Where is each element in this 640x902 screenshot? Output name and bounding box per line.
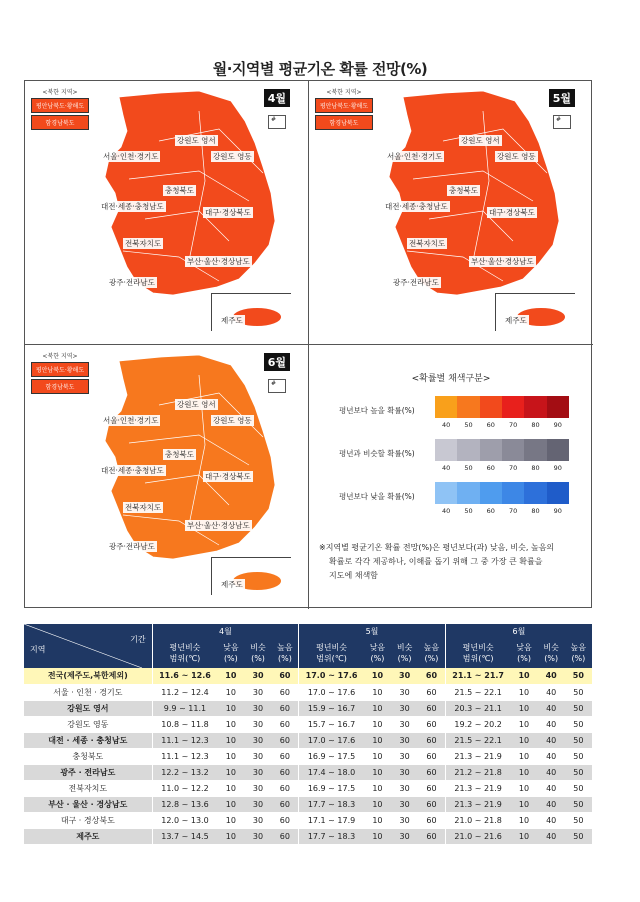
- cell-value: 10: [364, 828, 391, 844]
- map-april: [25, 81, 309, 345]
- cell-value: 21.3 ~ 21.9: [445, 748, 510, 764]
- cell-value: 60: [272, 748, 299, 764]
- col-low-header: 낮음 (%): [364, 638, 391, 668]
- table-row: [24, 716, 592, 732]
- table-row: [24, 668, 592, 684]
- cell-value: 17.7 ~ 18.3: [299, 828, 364, 844]
- legend-tick: 60: [486, 421, 495, 429]
- region-label-jeonbuk: 전북자치도: [125, 503, 162, 512]
- cell-value: 12.2 ~ 13.2: [152, 764, 217, 780]
- col-range-header: 평년비슷 범위(℃): [152, 638, 217, 668]
- north-korea-legend: [315, 87, 373, 132]
- cell-value: 60: [418, 732, 445, 748]
- cell-value: 21.0 ~ 21.8: [445, 812, 510, 828]
- cell-value: 10: [364, 716, 391, 732]
- cell-value: 10: [364, 764, 391, 780]
- legend-swatch: [547, 482, 569, 504]
- north-legend-header: <북한 지역>: [326, 89, 362, 96]
- cell-value: 21.2 ~ 21.8: [445, 764, 510, 780]
- inset-box: #: [268, 379, 286, 393]
- cell-value: 17.0 ~ 17.6: [299, 668, 364, 684]
- cell-value: 30: [391, 812, 418, 828]
- table-row: [24, 796, 592, 812]
- legend-tick: 60: [486, 464, 495, 472]
- table-row: [24, 732, 592, 748]
- cell-value: 11.1 ~ 12.3: [152, 732, 217, 748]
- cell-value: 10: [510, 748, 537, 764]
- col-high-header: 높음 (%): [565, 638, 592, 668]
- cell-value: 10: [510, 812, 537, 828]
- cell-value: 12.8 ~ 13.6: [152, 796, 217, 812]
- legend-tick: 90: [553, 421, 562, 429]
- cell-value: 10: [217, 668, 244, 684]
- cell-value: 40: [538, 668, 565, 684]
- region-label-seoul: 서울·인천·경기도: [387, 152, 443, 161]
- cell-value: 30: [244, 828, 271, 844]
- table-row: [24, 812, 592, 828]
- north-legend-tag-hamgyong: 함경남북도: [31, 379, 89, 394]
- cell-value: 30: [244, 716, 271, 732]
- legend-swatches-low: [435, 482, 569, 504]
- table-body: [24, 668, 592, 844]
- cell-value: 60: [418, 668, 445, 684]
- legend-swatch: [480, 396, 502, 418]
- map-month-label: 6월: [264, 353, 290, 371]
- cell-value: 40: [538, 780, 565, 796]
- col-similar-header: 비슷 (%): [538, 638, 565, 668]
- cell-value: 30: [391, 764, 418, 780]
- cell-value: 30: [244, 780, 271, 796]
- legend-label-high: 평년보다 높을 확률(%): [339, 406, 415, 415]
- color-legend-panel: [309, 345, 593, 609]
- col-low-header: 낮음 (%): [217, 638, 244, 668]
- region-label-seoul: 서울·인천·경기도: [103, 152, 159, 161]
- cell-value: 10: [217, 748, 244, 764]
- region-label-busan: 부산·울산·경상남도: [187, 521, 250, 530]
- cell-value: 11.1 ~ 12.3: [152, 748, 217, 764]
- cell-value: 17.0 ~ 17.6: [299, 684, 364, 700]
- cell-value: 10: [217, 700, 244, 716]
- cell-value: 10: [510, 668, 537, 684]
- col-similar-header: 비슷 (%): [391, 638, 418, 668]
- cell-region: 제주도: [24, 828, 152, 844]
- cell-value: 50: [565, 668, 592, 684]
- cell-value: 40: [538, 828, 565, 844]
- cell-value: 40: [538, 796, 565, 812]
- region-label-daejeon: 대전·세종·충청남도: [101, 202, 164, 211]
- cell-value: 10: [510, 764, 537, 780]
- cell-value: 30: [391, 668, 418, 684]
- cell-value: 10: [364, 732, 391, 748]
- north-korea-legend: [31, 87, 89, 132]
- cell-value: 10: [510, 700, 537, 716]
- cell-region: 대구 · 경상북도: [24, 812, 152, 828]
- region-label-jeonbuk: 전북자치도: [409, 239, 446, 248]
- cell-value: 17.4 ~ 18.0: [299, 764, 364, 780]
- legend-swatch: [457, 482, 479, 504]
- north-legend-header: <북한 지역>: [42, 353, 78, 360]
- col-high-header: 높음 (%): [272, 638, 299, 668]
- legend-tick: 70: [509, 507, 518, 515]
- legend-tick: 50: [464, 464, 473, 472]
- region-label-gangwon-east: 강원도 영동: [213, 416, 252, 425]
- legend-swatch: [457, 396, 479, 418]
- cell-value: 10: [510, 796, 537, 812]
- legend-tick: 40: [442, 464, 451, 472]
- legend-swatch: [547, 396, 569, 418]
- cell-value: 10: [364, 748, 391, 764]
- table-row: [24, 828, 592, 844]
- legend-note: [319, 541, 583, 583]
- legend-tick: 40: [442, 507, 451, 515]
- inset-box: #: [268, 115, 286, 129]
- cell-value: 30: [244, 732, 271, 748]
- cell-region: 광주 · 전라남도: [24, 764, 152, 780]
- region-label-daejeon: 대전·세종·충청남도: [385, 202, 448, 211]
- table-corner: [24, 624, 152, 668]
- table-month-april: 4월: [152, 624, 299, 638]
- cell-value: 50: [565, 732, 592, 748]
- region-label-jeju: 제주도: [221, 580, 243, 589]
- legend-swatch: [524, 482, 546, 504]
- north-korea-legend: [31, 351, 89, 396]
- table-month-june: 6월: [445, 624, 592, 638]
- cell-value: 11.6 ~ 12.6: [152, 668, 217, 684]
- cell-value: 50: [565, 716, 592, 732]
- map-june: [25, 345, 309, 609]
- cell-value: 21.5 ~ 22.1: [445, 732, 510, 748]
- cell-value: 40: [538, 764, 565, 780]
- legend-tick: 90: [553, 464, 562, 472]
- legend-swatch: [435, 482, 457, 504]
- note-line-1: ※지역별 평균기온 확률 전망(%)은 평년보다(과) 낮음, 비슷, 높음의: [319, 543, 555, 552]
- forecast-table: [24, 624, 592, 845]
- cell-value: 60: [272, 828, 299, 844]
- map-grid: [24, 80, 592, 608]
- cell-value: 60: [418, 684, 445, 700]
- cell-value: 30: [391, 716, 418, 732]
- legend-swatches-high: [435, 396, 569, 418]
- cell-region: 대전 · 세종 · 충청남도: [24, 732, 152, 748]
- legend-label-similar: 평년과 비슷할 확률(%): [339, 449, 415, 458]
- cell-region: 전국(제주도,북한제외): [24, 668, 152, 684]
- cell-value: 19.2 ~ 20.2: [445, 716, 510, 732]
- cell-value: 60: [272, 716, 299, 732]
- cell-value: 60: [272, 668, 299, 684]
- table-corner-region: 지역: [30, 645, 46, 654]
- cell-value: 60: [272, 796, 299, 812]
- legend-ticks-high: [435, 421, 569, 429]
- cell-value: 21.3 ~ 21.9: [445, 780, 510, 796]
- legend-swatch: [502, 482, 524, 504]
- cell-value: 30: [391, 796, 418, 812]
- cell-value: 10: [217, 732, 244, 748]
- col-range-header: 평년비슷 범위(℃): [445, 638, 510, 668]
- cell-value: 60: [418, 716, 445, 732]
- cell-value: 17.1 ~ 17.9: [299, 812, 364, 828]
- cell-value: 30: [391, 748, 418, 764]
- region-label-daejeon: 대전·세종·충청남도: [101, 466, 164, 475]
- region-label-daegu: 대구·경상북도: [205, 208, 251, 217]
- cell-value: 40: [538, 732, 565, 748]
- cell-value: 30: [391, 700, 418, 716]
- cell-value: 50: [565, 748, 592, 764]
- cell-value: 50: [565, 780, 592, 796]
- legend-tick: 80: [531, 507, 540, 515]
- region-label-busan: 부산·울산·경상남도: [187, 257, 250, 266]
- region-label-gwangju: 광주·전라남도: [393, 278, 439, 287]
- legend-tick: 40: [442, 421, 451, 429]
- table-row: [24, 780, 592, 796]
- inset-box: #: [553, 115, 571, 129]
- note-line-2: 확률로 각각 제공하나, 이해를 돕기 위해 그 중 가장 큰 확률을: [329, 557, 543, 566]
- col-low-header: 낮음 (%): [510, 638, 537, 668]
- cell-value: 10.8 ~ 11.8: [152, 716, 217, 732]
- region-label-seoul: 서울·인천·경기도: [103, 416, 159, 425]
- cell-value: 10: [364, 668, 391, 684]
- table-row: [24, 700, 592, 716]
- north-legend-tag-pyeongan: 평안남북도·황해도: [31, 98, 89, 113]
- color-legend-title: <확률별 채색구분>: [411, 374, 491, 384]
- region-label-daegu: 대구·경상북도: [489, 208, 535, 217]
- legend-swatch: [524, 396, 546, 418]
- cell-value: 10: [217, 780, 244, 796]
- page-title: 월·지역별 평균기온 확률 전망(%): [212, 60, 428, 78]
- cell-value: 10: [510, 732, 537, 748]
- cell-region: 충청북도: [24, 748, 152, 764]
- note-line-3: 지도에 채색함: [329, 571, 378, 580]
- cell-value: 60: [272, 764, 299, 780]
- cell-value: 50: [565, 684, 592, 700]
- cell-value: 10: [217, 684, 244, 700]
- cell-value: 30: [391, 732, 418, 748]
- cell-value: 10: [510, 716, 537, 732]
- cell-value: 40: [538, 700, 565, 716]
- cell-value: 40: [538, 684, 565, 700]
- cell-value: 20.3 ~ 21.1: [445, 700, 510, 716]
- table-row: [24, 764, 592, 780]
- region-label-daegu: 대구·경상북도: [205, 472, 251, 481]
- cell-value: 21.1 ~ 21.7: [445, 668, 510, 684]
- region-label-jeju: 제주도: [221, 316, 243, 325]
- cell-value: 30: [391, 780, 418, 796]
- legend-label-low: 평년보다 낮을 확률(%): [339, 492, 415, 501]
- north-legend-tag-hamgyong: 함경남북도: [315, 115, 373, 130]
- region-label-gangwon-west: 강원도 영서: [461, 136, 500, 145]
- legend-tick: 80: [531, 464, 540, 472]
- legend-swatch: [435, 396, 457, 418]
- cell-value: 10: [217, 716, 244, 732]
- cell-value: 11.2 ~ 12.4: [152, 684, 217, 700]
- region-label-gangwon-east: 강원도 영동: [213, 152, 252, 161]
- cell-value: 16.9 ~ 17.5: [299, 780, 364, 796]
- north-legend-tag-hamgyong: 함경남북도: [31, 115, 89, 130]
- cell-value: 10: [364, 780, 391, 796]
- legend-tick: 50: [464, 421, 473, 429]
- col-similar-header: 비슷 (%): [244, 638, 271, 668]
- cell-value: 30: [244, 668, 271, 684]
- legend-tick: 90: [553, 507, 562, 515]
- cell-value: 50: [565, 812, 592, 828]
- table-row: [24, 748, 592, 764]
- legend-ticks-similar: [435, 464, 569, 472]
- cell-region: 서울 · 인천 · 경기도: [24, 684, 152, 700]
- legend-tick: 70: [509, 464, 518, 472]
- table-month-may: 5월: [299, 624, 446, 638]
- region-label-jeju: 제주도: [505, 316, 527, 325]
- cell-value: 17.0 ~ 17.6: [299, 732, 364, 748]
- cell-value: 50: [565, 764, 592, 780]
- cell-value: 50: [565, 828, 592, 844]
- cell-value: 60: [272, 812, 299, 828]
- cell-value: 10: [364, 700, 391, 716]
- legend-swatches-similar: [435, 439, 569, 461]
- cell-value: 21.3 ~ 21.9: [445, 796, 510, 812]
- cell-value: 60: [272, 684, 299, 700]
- cell-value: 15.9 ~ 16.7: [299, 700, 364, 716]
- north-legend-tag-pyeongan: 평안남북도·황해도: [31, 362, 89, 377]
- cell-value: 60: [418, 748, 445, 764]
- legend-swatch: [502, 439, 524, 461]
- table-corner-period: 기간: [130, 635, 146, 644]
- cell-value: 60: [418, 828, 445, 844]
- cell-value: 10: [217, 812, 244, 828]
- cell-value: 21.5 ~ 22.1: [445, 684, 510, 700]
- region-label-gangwon-east: 강원도 영동: [497, 152, 536, 161]
- cell-value: 60: [418, 700, 445, 716]
- cell-value: 10: [364, 796, 391, 812]
- map-month-label: 5월: [549, 89, 575, 107]
- cell-value: 30: [391, 828, 418, 844]
- map-may: [309, 81, 593, 345]
- table-row: [24, 684, 592, 700]
- cell-value: 10: [510, 684, 537, 700]
- cell-region: 강원도 영동: [24, 716, 152, 732]
- cell-value: 30: [244, 812, 271, 828]
- region-label-chungbuk: 충청북도: [165, 186, 194, 195]
- legend-tick: 70: [509, 421, 518, 429]
- cell-value: 17.7 ~ 18.3: [299, 796, 364, 812]
- region-label-gangwon-west: 강원도 영서: [177, 400, 216, 409]
- cell-value: 60: [272, 732, 299, 748]
- cell-value: 50: [565, 700, 592, 716]
- cell-value: 30: [244, 796, 271, 812]
- cell-value: 60: [418, 764, 445, 780]
- legend-tick: 60: [486, 507, 495, 515]
- region-label-gwangju: 광주·전라남도: [109, 542, 155, 551]
- cell-value: 40: [538, 716, 565, 732]
- region-label-gwangju: 광주·전라남도: [109, 278, 155, 287]
- col-high-header: 높음 (%): [418, 638, 445, 668]
- cell-value: 60: [418, 796, 445, 812]
- cell-value: 30: [244, 684, 271, 700]
- cell-value: 30: [244, 748, 271, 764]
- cell-value: 10: [364, 684, 391, 700]
- legend-swatch: [480, 482, 502, 504]
- legend-swatch: [480, 439, 502, 461]
- cell-value: 16.9 ~ 17.5: [299, 748, 364, 764]
- cell-value: 10: [217, 828, 244, 844]
- cell-value: 9.9 ~ 11.1: [152, 700, 217, 716]
- region-label-chungbuk: 충청북도: [449, 186, 478, 195]
- cell-value: 13.7 ~ 14.5: [152, 828, 217, 844]
- north-legend-tag-pyeongan: 평안남북도·황해도: [315, 98, 373, 113]
- cell-value: 21.0 ~ 21.6: [445, 828, 510, 844]
- cell-value: 60: [418, 780, 445, 796]
- cell-value: 10: [217, 764, 244, 780]
- cell-value: 40: [538, 812, 565, 828]
- cell-value: 11.0 ~ 12.2: [152, 780, 217, 796]
- cell-value: 10: [510, 828, 537, 844]
- cell-value: 40: [538, 748, 565, 764]
- legend-swatch: [502, 396, 524, 418]
- region-label-gangwon-west: 강원도 영서: [177, 136, 216, 145]
- legend-tick: 50: [464, 507, 473, 515]
- cell-value: 30: [244, 700, 271, 716]
- legend-swatch: [457, 439, 479, 461]
- region-label-chungbuk: 충청북도: [165, 450, 194, 459]
- cell-value: 30: [244, 764, 271, 780]
- legend-tick: 80: [531, 421, 540, 429]
- region-label-jeonbuk: 전북자치도: [125, 239, 162, 248]
- legend-swatch: [435, 439, 457, 461]
- cell-region: 부산 · 울산 · 경상남도: [24, 796, 152, 812]
- cell-value: 50: [565, 796, 592, 812]
- legend-swatch: [524, 439, 546, 461]
- cell-region: 강원도 영서: [24, 700, 152, 716]
- col-range-header: 평년비슷 범위(℃): [299, 638, 364, 668]
- map-month-label: 4월: [264, 89, 290, 107]
- north-legend-header: <북한 지역>: [42, 89, 78, 96]
- cell-value: 30: [391, 684, 418, 700]
- region-label-busan: 부산·울산·경상남도: [471, 257, 534, 266]
- cell-value: 60: [272, 780, 299, 796]
- cell-value: 15.7 ~ 16.7: [299, 716, 364, 732]
- cell-region: 전북자치도: [24, 780, 152, 796]
- cell-value: 10: [510, 780, 537, 796]
- cell-value: 60: [418, 812, 445, 828]
- cell-value: 10: [364, 812, 391, 828]
- cell-value: 10: [217, 796, 244, 812]
- legend-ticks-low: [435, 507, 569, 515]
- legend-swatch: [547, 439, 569, 461]
- cell-value: 60: [272, 700, 299, 716]
- cell-value: 12.0 ~ 13.0: [152, 812, 217, 828]
